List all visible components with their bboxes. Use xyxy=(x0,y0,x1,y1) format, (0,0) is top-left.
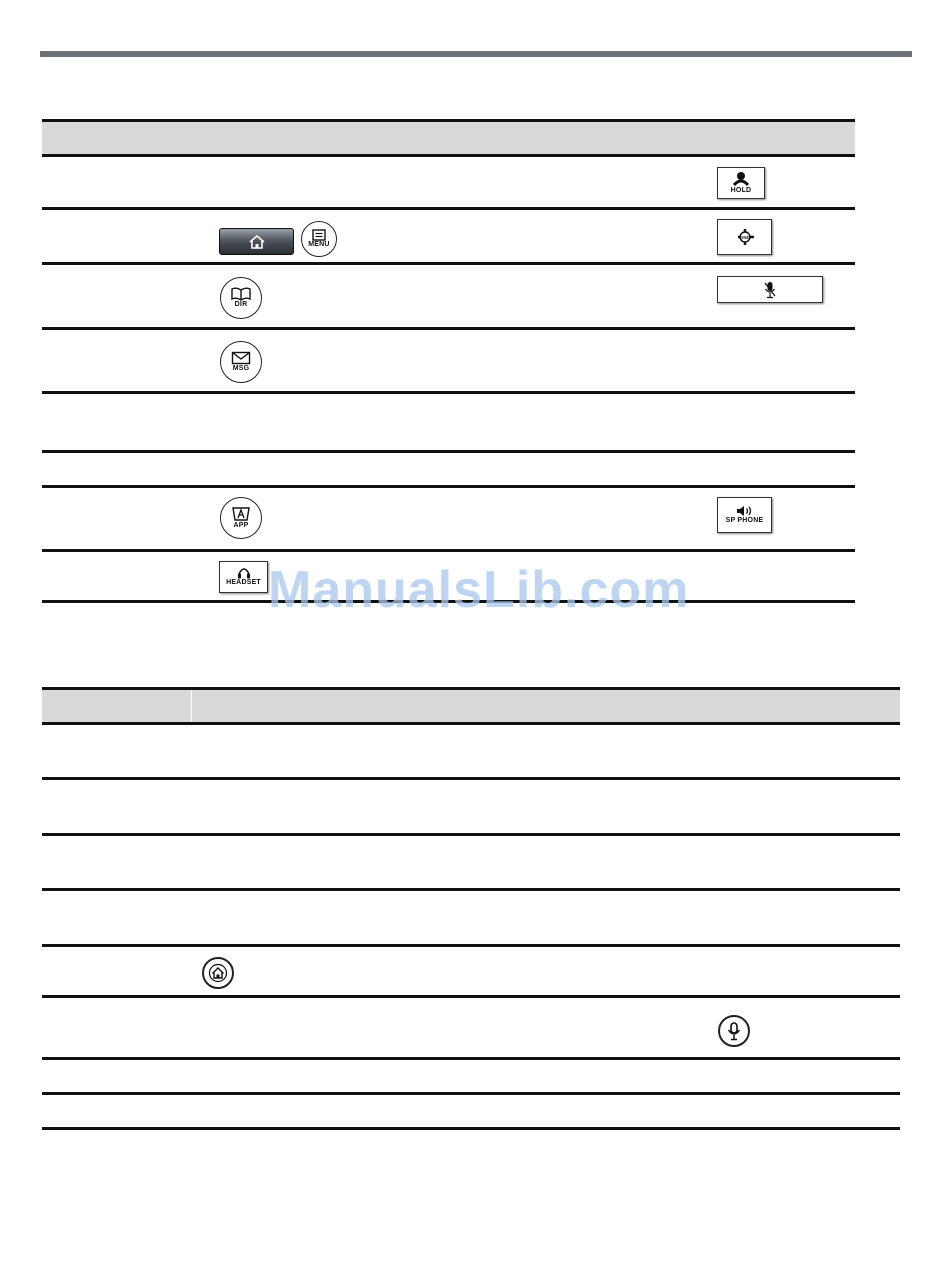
table-2-header-divider xyxy=(191,687,192,724)
table-rule xyxy=(42,549,855,552)
table-rule xyxy=(42,833,900,836)
dir-key-label: DIR xyxy=(234,301,248,308)
table-rule xyxy=(42,485,855,488)
dnd-key xyxy=(717,219,772,255)
table-rule xyxy=(42,262,855,265)
mute-microphone-icon xyxy=(763,281,777,299)
table-rule xyxy=(42,944,900,947)
microphone-key xyxy=(718,1015,750,1047)
hold-key-label: HOLD xyxy=(730,187,752,194)
table-rule xyxy=(42,327,855,330)
msg-key xyxy=(220,341,262,383)
home-circle-key xyxy=(202,957,234,989)
watermark: ManualsLib.com xyxy=(268,561,690,619)
table-rule xyxy=(42,1092,900,1095)
table-rule xyxy=(42,119,855,122)
app-key-label: APP xyxy=(233,522,249,529)
page-top-rule xyxy=(40,51,912,57)
headset-key xyxy=(219,561,268,593)
menu-icon xyxy=(312,229,326,241)
table-rule xyxy=(42,888,900,891)
hold-icon xyxy=(731,171,751,187)
mute-key xyxy=(717,276,823,303)
microphone-icon xyxy=(726,1021,742,1041)
table-2-header xyxy=(42,687,900,724)
table-rule xyxy=(42,450,855,453)
app-icon xyxy=(231,506,251,522)
hold-key xyxy=(717,167,765,199)
menu-key-label: MENU xyxy=(308,241,330,248)
table-rule xyxy=(42,687,900,690)
headset-icon xyxy=(237,567,251,579)
dnd-key-label: DND xyxy=(739,235,750,240)
table-rule xyxy=(42,995,900,998)
directory-book-icon xyxy=(230,287,252,301)
home-icon xyxy=(248,234,266,250)
msg-key-label: MSG xyxy=(232,365,250,372)
table-1-header xyxy=(42,119,855,156)
sp-phone-key-label: SP PHONE xyxy=(725,517,764,524)
home-icon xyxy=(208,963,228,983)
sp-phone-key xyxy=(717,497,772,533)
table-rule xyxy=(42,1057,900,1060)
key-table-2 xyxy=(42,687,900,1132)
menu-key xyxy=(301,221,337,257)
key-table-1 xyxy=(42,119,855,605)
app-key xyxy=(220,497,262,539)
dnd-icon xyxy=(732,226,758,248)
table-rule xyxy=(42,391,855,394)
table-rule xyxy=(42,207,855,210)
table-rule xyxy=(42,154,855,157)
envelope-icon xyxy=(231,351,251,365)
home-key xyxy=(219,228,294,255)
dir-key xyxy=(220,277,262,319)
table-rule xyxy=(42,1127,900,1130)
headset-key-label: HEADSET xyxy=(226,579,261,586)
table-rule xyxy=(42,722,900,725)
speaker-icon xyxy=(736,505,754,517)
table-rule xyxy=(42,777,900,780)
